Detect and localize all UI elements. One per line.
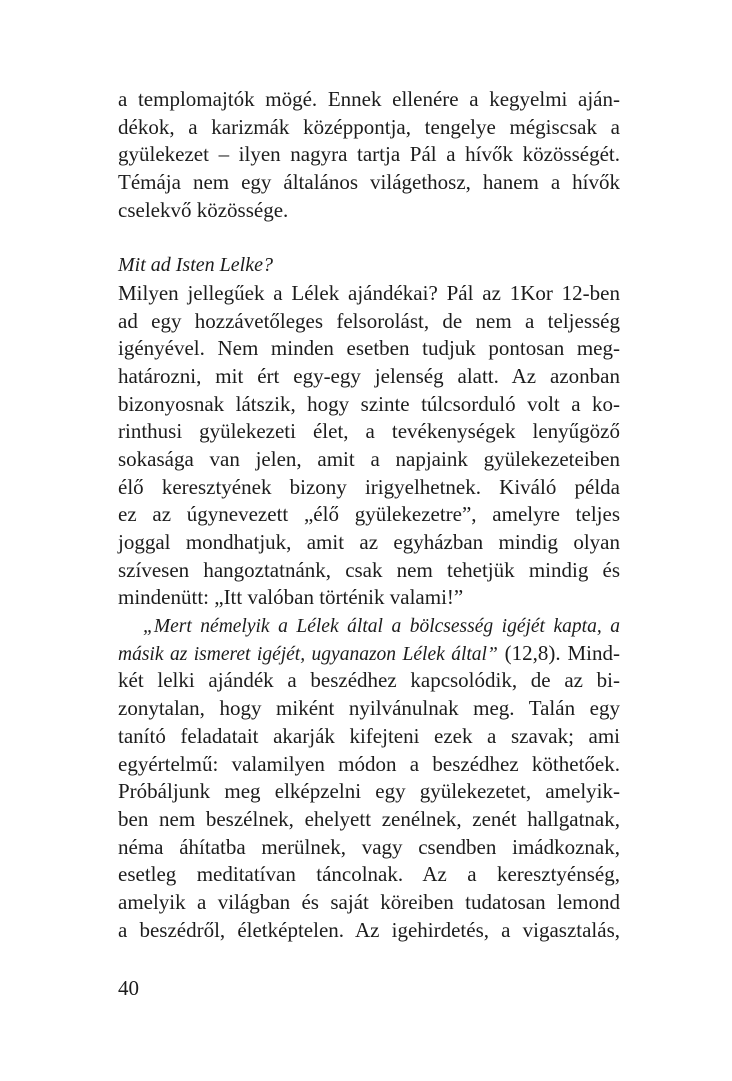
- text-line: szívesen hangoztatnánk, csak nem tehetjük mindig és: [118, 557, 620, 582]
- text-line: bizonyosnak látszik, hogy szinte túlcsorduló volt a ko-: [118, 391, 620, 416]
- text-line: igényével. Nem minden esetben tudjuk pontosan meg-: [118, 336, 620, 361]
- text-line: cselekvő közössége.: [118, 197, 289, 222]
- text-line: Próbáljunk meg elképzelni egy gyülekezetet, amelyik-: [118, 779, 620, 804]
- text-line: zonytalan, hogy miként nyilvánulnak meg. Talán egy: [118, 696, 620, 721]
- quote-line: [118, 640, 620, 668]
- text-line: ez az úgynevezett „élő gyülekezetre”, amelyre teljes: [118, 502, 620, 527]
- text-line: két lelki ajándék a beszédhez kapcsolódik, de az bi-: [118, 668, 620, 693]
- text-line: Témája nem egy általános világethosz, hanem a hívők: [118, 170, 620, 195]
- text-line: a templomajtók mögé. Ennek ellenére a kegyelmi aján-: [118, 87, 620, 111]
- text-line: Milyen jellegűek a Lélek ajándékai? Pál az 1Kor 12-ben: [118, 280, 620, 305]
- text-line: ad egy hozzávetőleges felsorolást, de nem a teljesség: [118, 308, 620, 333]
- quote-text: másik az ismeret igéjét, ugyanazon Lélek által”: [118, 643, 498, 665]
- page-body-text: [118, 86, 620, 944]
- text-line: élő keresztyének bizony irigyelhetnek. Kiváló példa: [118, 474, 620, 499]
- text-line: mindenütt: „Itt valóban történik valami!”: [118, 585, 464, 610]
- text-line: joggal mondhatjuk, amit az egyházban mindig olyan: [118, 530, 620, 554]
- blank-line: [118, 224, 620, 252]
- page-number: 40: [118, 976, 139, 1000]
- quote-line: [118, 612, 620, 640]
- text-line: dékok, a karizmák középpontja, tengelye mégiscsak a: [118, 114, 620, 139]
- text-line: határozni, mit ért egy-egy jelenség alatt. Az azonban: [118, 363, 620, 388]
- text-line: néma áhítatba merülnek, vagy csendben imádkoznak,: [118, 834, 620, 859]
- text-line: rinthusi gyülekezeti élet, a tevékenységek lenyűgöző: [118, 419, 620, 444]
- text-line: sokasága van jelen, amit a napjaink gyülekezeteiben: [118, 446, 620, 471]
- quote-text: „Mert némelyik a Lélek által a bölcsesség igéjét kapta, a: [143, 616, 620, 638]
- text-line: amelyik a világban és saját köreiben tudatosan lemond: [118, 889, 620, 914]
- citation-text: (12,8). Mind-: [497, 640, 620, 665]
- text-line: ben nem beszélnek, ehelyett zenélnek, zenét hallgatnak,: [118, 806, 620, 831]
- section-heading: Mit ad Isten Lelke?: [118, 254, 273, 277]
- text-line: egyértelmű: valamilyen módon a beszédhez köthetőek.: [118, 751, 620, 776]
- text-line: tanító feladatait akarják kifejteni ezek a szavak; ami: [118, 723, 620, 748]
- text-line: gyülekezet – ilyen nagyra tartja Pál a hívők közösségét.: [118, 142, 620, 167]
- text-line: esetleg meditatívan táncolnak. Az a keresztyénség,: [118, 862, 620, 887]
- text-line: a beszédről, életképtelen. Az igehirdetés, a vigasztalás,: [118, 917, 620, 942]
